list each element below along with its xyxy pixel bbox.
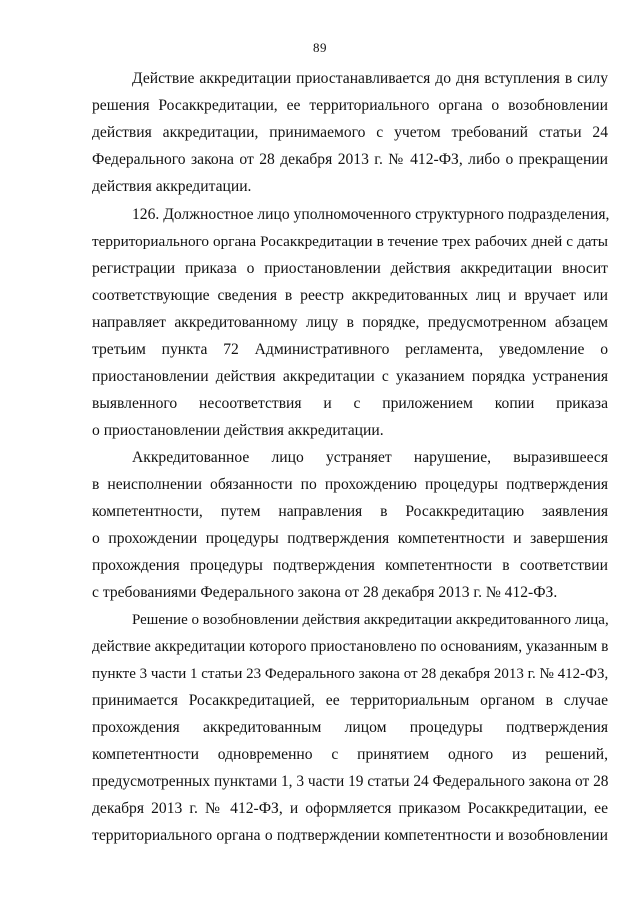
paragraph-1-line-1: Действие аккредитации приостанавливается до дня вступления в силу <box>132 70 608 87</box>
paragraph-4-line-4: принимается Росаккредитацией, ее территориальным органом в случае <box>92 692 608 709</box>
paragraph-3-line-4: о прохождении процедуры подтверждения компетентности и завершения <box>92 530 608 547</box>
paragraph-2-line-6: третьим пункта 72 Административного регламента, уведомление о <box>92 341 608 358</box>
paragraph-1-line-3: действия аккредитации, принимаемого с учетом требований статьи 24 <box>92 124 608 141</box>
paragraph-3-line-1: Аккредитованное лицо устраняет нарушение, выразившееся <box>132 449 608 466</box>
paragraph-3-line-5: прохождения процедуры подтверждения компетентности в соответствии <box>92 557 608 574</box>
paragraph-1-line-4: Федерального закона от 28 декабря 2013 г. № 412-ФЗ, либо о прекращении <box>92 151 608 168</box>
paragraph-4-line-3: пункте 3 части 1 статьи 23 Федерального закона от 28 декабря 2013 г. № 412-ФЗ, <box>92 666 609 682</box>
paragraph-2-line-5: направляет аккредитованному лицу в порядке, предусмотренном абзацем <box>92 314 608 331</box>
paragraph-4-line-8: декабря 2013 г. № 412-ФЗ, и оформляется приказом Росаккредитации, ее <box>92 800 608 817</box>
page-number: 89 <box>313 40 327 55</box>
paragraph-2-line-9: о приостановлении действия аккредитации. <box>92 422 384 439</box>
paragraph-1-line-5: действия аккредитации. <box>92 178 252 195</box>
paragraph-3-line-3: компетентности, путем направления в Росаккредитацию заявления <box>92 503 608 520</box>
paragraph-3-line-2: в неисполнении обязанности по прохождению процедуры подтверждения <box>92 476 608 493</box>
paragraph-4-line-9: территориального органа о подтверждении компетентности и возобновлении <box>92 827 608 844</box>
paragraph-2-line-1: 126. Должностное лицо уполномоченного структурного подразделения, <box>132 206 610 223</box>
paragraph-4-line-1: Решение о возобновлении действия аккредитации аккредитованного лица, <box>132 612 609 628</box>
paragraph-2-line-8: выявленного несоответствия и с приложением копии приказа <box>92 395 608 412</box>
paragraph-1-line-2: решения Росаккредитации, ее территориального органа о возобновлении <box>92 97 608 114</box>
paragraph-3-line-6: с требованиями Федерального закона от 28 декабря 2013 г. № 412-ФЗ. <box>92 584 558 601</box>
paragraph-4-line-6: компетентности одновременно с принятием одного из решений, <box>92 746 608 763</box>
paragraph-2-line-3: регистрации приказа о приостановлении действия аккредитации вносит <box>92 260 608 277</box>
paragraph-4-line-7: предусмотренных пунктами 1, 3 части 19 статьи 24 Федерального закона от 28 <box>92 773 609 790</box>
paragraph-2-line-2: территориального органа Росаккредитации в течение трех рабочих дней с даты <box>92 233 608 250</box>
paragraph-2-line-4: соответствующие сведения в реестр аккредитованных лиц и вручает или <box>92 287 608 304</box>
paragraph-2-line-7: приостановлении действия аккредитации с указанием порядка устранения <box>92 368 608 385</box>
paragraph-4-line-5: прохождения аккредитованным лицом процедуры подтверждения <box>92 719 608 736</box>
paragraph-4-line-2: действие аккредитации которого приостановлено по основаниям, указанным в <box>92 638 609 655</box>
